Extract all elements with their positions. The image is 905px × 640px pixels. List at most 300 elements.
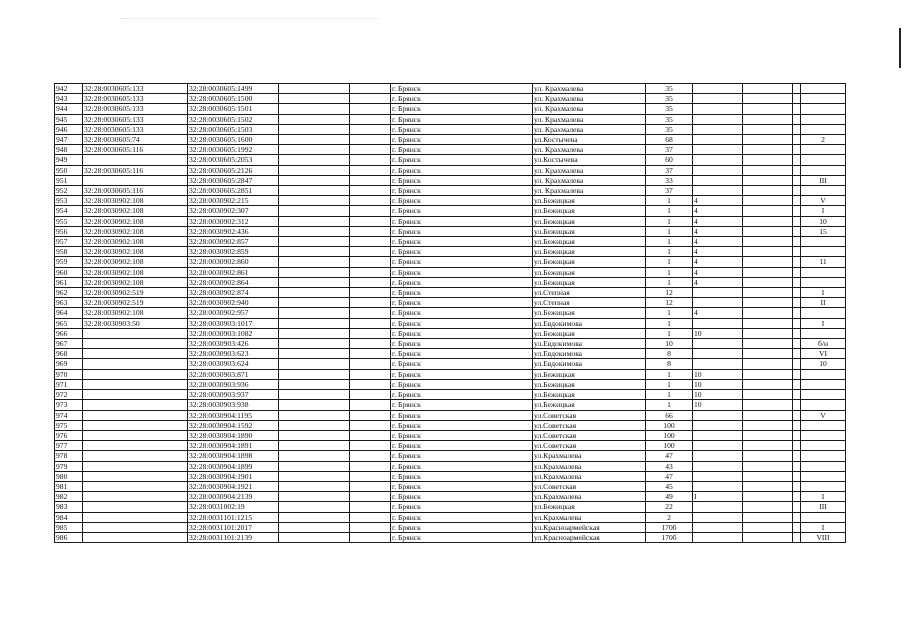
- empty-cell-cell: [743, 206, 793, 216]
- empty-cell-cell: [743, 186, 793, 196]
- street-cell: ул.Бежицкая: [533, 328, 646, 338]
- city-cell: г. Брянск: [391, 522, 533, 532]
- empty-cell-cell: [743, 155, 793, 165]
- empty-cell-cell: [279, 135, 350, 145]
- house-number-cell: 10: [646, 339, 693, 349]
- table-row: [55, 196, 846, 206]
- parent-cadastral-number-cell: 32:28:0030902:108: [83, 226, 188, 236]
- building-number-cell: 4: [693, 206, 743, 216]
- empty-cell-cell: [279, 165, 350, 175]
- empty-cell-cell: [350, 288, 391, 298]
- empty-cell-cell: [350, 522, 391, 532]
- city-cell: г. Брянск: [391, 328, 533, 338]
- building-number-cell: 4: [693, 196, 743, 206]
- cadastral-number-cell: 32:28:0030902:860: [188, 257, 279, 267]
- empty-cell-cell: [793, 298, 801, 308]
- empty-cell-cell: [793, 400, 801, 410]
- empty-cell-cell: [350, 308, 391, 318]
- row-number-cell: 960: [55, 267, 83, 277]
- empty-cell-cell: [793, 359, 801, 369]
- parent-cadastral-number-cell: 32:28:0030605:133: [83, 84, 188, 94]
- empty-cell-cell: [350, 461, 391, 471]
- street-cell: ул.Советская: [533, 420, 646, 430]
- table-row: [55, 339, 846, 349]
- cadastral-number-cell: 32:28:0030904:1890: [188, 430, 279, 440]
- building-number-cell: [693, 165, 743, 175]
- street-cell: ул. Крахмалева: [533, 124, 646, 134]
- row-number-cell: 942: [55, 84, 83, 94]
- empty-cell-cell: [743, 196, 793, 206]
- empty-cell-cell: [793, 277, 801, 287]
- cadastral-number-cell: 32:28:0031101:1215: [188, 512, 279, 522]
- street-cell: ул.Советская: [533, 481, 646, 491]
- table-row: [55, 400, 846, 410]
- city-cell: г. Брянск: [391, 104, 533, 114]
- empty-cell-cell: [793, 390, 801, 400]
- building-number-cell: 4: [693, 308, 743, 318]
- register-table-body: [55, 84, 846, 543]
- city-cell: г. Брянск: [391, 186, 533, 196]
- street-cell: ул.Советская: [533, 441, 646, 451]
- premises-number-cell: [801, 94, 846, 104]
- empty-cell-cell: [350, 298, 391, 308]
- house-number-cell: 35: [646, 104, 693, 114]
- empty-cell-cell: [279, 420, 350, 430]
- city-cell: г. Брянск: [391, 441, 533, 451]
- empty-cell-cell: [350, 196, 391, 206]
- city-cell: г. Брянск: [391, 84, 533, 94]
- building-number-cell: 10: [693, 379, 743, 389]
- cadastral-number-cell: 32:28:0030902:857: [188, 237, 279, 247]
- row-number-cell: 983: [55, 502, 83, 512]
- empty-cell-cell: [279, 175, 350, 185]
- empty-cell-cell: [743, 124, 793, 134]
- empty-cell-cell: [743, 145, 793, 155]
- empty-cell-cell: [350, 237, 391, 247]
- street-cell: ул.Бежицкая: [533, 206, 646, 216]
- empty-cell-cell: [793, 512, 801, 522]
- street-cell: ул.Бежицкая: [533, 216, 646, 226]
- street-cell: ул.Советская: [533, 430, 646, 440]
- empty-cell-cell: [793, 216, 801, 226]
- empty-cell-cell: [743, 175, 793, 185]
- empty-cell-cell: [350, 390, 391, 400]
- building-number-cell: [693, 512, 743, 522]
- empty-cell-cell: [350, 379, 391, 389]
- empty-cell-cell: [743, 471, 793, 481]
- building-number-cell: [693, 461, 743, 471]
- city-cell: г. Брянск: [391, 165, 533, 175]
- table-row: [55, 430, 846, 440]
- cadastral-number-cell: 32:28:0030903:623: [188, 349, 279, 359]
- city-cell: г. Брянск: [391, 155, 533, 165]
- empty-cell-cell: [793, 206, 801, 216]
- parent-cadastral-number-cell: 32:28:0030902:108: [83, 267, 188, 277]
- street-cell: ул.Крахмалева: [533, 461, 646, 471]
- empty-cell-cell: [743, 420, 793, 430]
- street-cell: ул.Евдокимова: [533, 318, 646, 328]
- cadastral-number-cell: 32:28:0030605:2053: [188, 155, 279, 165]
- empty-cell-cell: [350, 165, 391, 175]
- parent-cadastral-number-cell: 32:28:0030902:519: [83, 298, 188, 308]
- building-number-cell: [693, 298, 743, 308]
- scan-artifact: [120, 18, 380, 20]
- city-cell: г. Брянск: [391, 400, 533, 410]
- empty-cell-cell: [279, 226, 350, 236]
- empty-cell-cell: [350, 471, 391, 481]
- row-number-cell: 955: [55, 216, 83, 226]
- table-row: [55, 226, 846, 236]
- empty-cell-cell: [279, 471, 350, 481]
- empty-cell-cell: [743, 451, 793, 461]
- parent-cadastral-number-cell: 32:28:0030902:108: [83, 216, 188, 226]
- city-cell: г. Брянск: [391, 369, 533, 379]
- street-cell: ул.Бежицкая: [533, 237, 646, 247]
- row-number-cell: 967: [55, 339, 83, 349]
- house-number-cell: 66: [646, 410, 693, 420]
- building-number-cell: [693, 135, 743, 145]
- empty-cell-cell: [279, 461, 350, 471]
- empty-cell-cell: [350, 135, 391, 145]
- building-number-cell: 10: [693, 390, 743, 400]
- empty-cell-cell: [793, 124, 801, 134]
- row-number-cell: 957: [55, 237, 83, 247]
- building-number-cell: [693, 532, 743, 542]
- cadastral-number-cell: 32:28:0030902:940: [188, 298, 279, 308]
- empty-cell-cell: [279, 104, 350, 114]
- premises-number-cell: [801, 237, 846, 247]
- row-number-cell: 976: [55, 430, 83, 440]
- cadastral-number-cell: 32:28:0030903:1082: [188, 328, 279, 338]
- empty-cell-cell: [350, 400, 391, 410]
- cadastral-number-cell: 32:28:0030902:312: [188, 216, 279, 226]
- empty-cell-cell: [350, 216, 391, 226]
- street-cell: ул. Крахмалева: [533, 114, 646, 124]
- premises-number-cell: 2: [801, 135, 846, 145]
- street-cell: ул.Бежицкая: [533, 400, 646, 410]
- row-number-cell: 959: [55, 257, 83, 267]
- empty-cell-cell: [793, 318, 801, 328]
- empty-cell-cell: [279, 277, 350, 287]
- cadastral-number-cell: 32:28:0030902:215: [188, 196, 279, 206]
- premises-number-cell: [801, 155, 846, 165]
- row-number-cell: 945: [55, 114, 83, 124]
- parent-cadastral-number-cell: [83, 441, 188, 451]
- street-cell: ул. Крахмалева: [533, 104, 646, 114]
- parent-cadastral-number-cell: [83, 522, 188, 532]
- house-number-cell: 1: [646, 400, 693, 410]
- empty-cell-cell: [279, 481, 350, 491]
- empty-cell-cell: [793, 247, 801, 257]
- empty-cell-cell: [793, 461, 801, 471]
- row-number-cell: 975: [55, 420, 83, 430]
- house-number-cell: 100: [646, 430, 693, 440]
- empty-cell-cell: [743, 481, 793, 491]
- empty-cell-cell: [350, 512, 391, 522]
- empty-cell-cell: [793, 267, 801, 277]
- cadastral-number-cell: 32:28:0030904:1592: [188, 420, 279, 430]
- empty-cell-cell: [350, 502, 391, 512]
- street-cell: ул.Степная: [533, 288, 646, 298]
- row-number-cell: 986: [55, 532, 83, 542]
- cadastral-number-cell: 32:28:0030904:1901: [188, 471, 279, 481]
- house-number-cell: 45: [646, 481, 693, 491]
- empty-cell-cell: [350, 145, 391, 155]
- empty-cell-cell: [279, 532, 350, 542]
- table-row: [55, 532, 846, 542]
- empty-cell-cell: [350, 451, 391, 461]
- cadastral-number-cell: 32:28:0031101:2139: [188, 532, 279, 542]
- house-number-cell: 1: [646, 206, 693, 216]
- empty-cell-cell: [279, 216, 350, 226]
- premises-number-cell: [801, 247, 846, 257]
- cadastral-number-cell: 32:28:0030605:1502: [188, 114, 279, 124]
- empty-cell-cell: [743, 298, 793, 308]
- street-cell: ул.Бежицкая: [533, 390, 646, 400]
- premises-number-cell: [801, 512, 846, 522]
- empty-cell-cell: [279, 359, 350, 369]
- premises-number-cell: б/н: [801, 339, 846, 349]
- city-cell: г. Брянск: [391, 451, 533, 461]
- empty-cell-cell: [350, 277, 391, 287]
- city-cell: г. Брянск: [391, 532, 533, 542]
- building-number-cell: [693, 114, 743, 124]
- row-number-cell: 951: [55, 175, 83, 185]
- city-cell: г. Брянск: [391, 288, 533, 298]
- street-cell: ул.Евдокимова: [533, 359, 646, 369]
- table-row: [55, 155, 846, 165]
- empty-cell-cell: [743, 257, 793, 267]
- empty-cell-cell: [279, 430, 350, 440]
- house-number-cell: 1: [646, 216, 693, 226]
- premises-number-cell: [801, 420, 846, 430]
- parent-cadastral-number-cell: 32:28:0030902:519: [83, 288, 188, 298]
- city-cell: г. Брянск: [391, 94, 533, 104]
- empty-cell-cell: [743, 390, 793, 400]
- empty-cell-cell: [350, 247, 391, 257]
- table-row: [55, 94, 846, 104]
- empty-cell-cell: [793, 339, 801, 349]
- empty-cell-cell: [350, 257, 391, 267]
- cadastral-number-cell: 32:28:0031002:19: [188, 502, 279, 512]
- premises-number-cell: I: [801, 522, 846, 532]
- premises-number-cell: [801, 369, 846, 379]
- building-number-cell: [693, 145, 743, 155]
- premises-number-cell: [801, 124, 846, 134]
- row-number-cell: 961: [55, 277, 83, 287]
- table-row: [55, 379, 846, 389]
- house-number-cell: 100: [646, 420, 693, 430]
- empty-cell-cell: [350, 104, 391, 114]
- house-number-cell: 100: [646, 441, 693, 451]
- house-number-cell: 35: [646, 84, 693, 94]
- premises-number-cell: 11: [801, 257, 846, 267]
- table-row: [55, 145, 846, 155]
- house-number-cell: 8: [646, 349, 693, 359]
- cadastral-number-cell: 32:28:0030904:1898: [188, 451, 279, 461]
- empty-cell-cell: [350, 359, 391, 369]
- parent-cadastral-number-cell: [83, 430, 188, 440]
- empty-cell-cell: [350, 114, 391, 124]
- empty-cell-cell: [279, 369, 350, 379]
- parent-cadastral-number-cell: [83, 359, 188, 369]
- house-number-cell: 170б: [646, 522, 693, 532]
- table-row: [55, 369, 846, 379]
- table-row: [55, 502, 846, 512]
- empty-cell-cell: [279, 441, 350, 451]
- empty-cell-cell: [743, 441, 793, 451]
- empty-cell-cell: [279, 349, 350, 359]
- house-number-cell: 1: [646, 369, 693, 379]
- empty-cell-cell: [279, 267, 350, 277]
- parent-cadastral-number-cell: [83, 339, 188, 349]
- cadastral-number-cell: 32:28:0030605:1500: [188, 94, 279, 104]
- building-number-cell: [693, 84, 743, 94]
- house-number-cell: 1: [646, 308, 693, 318]
- house-number-cell: 37: [646, 145, 693, 155]
- city-cell: г. Брянск: [391, 226, 533, 236]
- premises-number-cell: [801, 451, 846, 461]
- row-number-cell: 973: [55, 400, 83, 410]
- table-row: [55, 410, 846, 420]
- row-number-cell: 978: [55, 451, 83, 461]
- row-number-cell: 980: [55, 471, 83, 481]
- city-cell: г. Брянск: [391, 349, 533, 359]
- parent-cadastral-number-cell: 32:28:0030902:108: [83, 206, 188, 216]
- cadastral-number-cell: 32:28:0030605:2851: [188, 186, 279, 196]
- city-cell: г. Брянск: [391, 492, 533, 502]
- row-number-cell: 949: [55, 155, 83, 165]
- table-row: [55, 512, 846, 522]
- street-cell: ул. Крахмалева: [533, 145, 646, 155]
- empty-cell-cell: [279, 318, 350, 328]
- cadastral-number-cell: 32:28:0030902:864: [188, 277, 279, 287]
- premises-number-cell: [801, 104, 846, 114]
- city-cell: г. Брянск: [391, 481, 533, 491]
- empty-cell-cell: [743, 430, 793, 440]
- table-row: [55, 186, 846, 196]
- empty-cell-cell: [793, 257, 801, 267]
- building-number-cell: [693, 349, 743, 359]
- empty-cell-cell: [793, 369, 801, 379]
- parent-cadastral-number-cell: 32:28:0030902:108: [83, 257, 188, 267]
- house-number-cell: 8: [646, 359, 693, 369]
- table-row: [55, 206, 846, 216]
- table-row: [55, 461, 846, 471]
- empty-cell-cell: [350, 186, 391, 196]
- building-number-cell: [693, 410, 743, 420]
- parent-cadastral-number-cell: 32:28:0030902:108: [83, 196, 188, 206]
- cadastral-number-cell: 32:28:0030605:1503: [188, 124, 279, 134]
- empty-cell-cell: [743, 277, 793, 287]
- house-number-cell: 60: [646, 155, 693, 165]
- empty-cell-cell: [350, 369, 391, 379]
- parent-cadastral-number-cell: 32:28:0030605:74: [83, 135, 188, 145]
- house-number-cell: 12: [646, 298, 693, 308]
- parent-cadastral-number-cell: 32:28:0030605:116: [83, 165, 188, 175]
- parent-cadastral-number-cell: [83, 410, 188, 420]
- table-row: [55, 237, 846, 247]
- cadastral-number-cell: 32:28:0030903:624: [188, 359, 279, 369]
- building-number-cell: 4: [693, 267, 743, 277]
- premises-number-cell: 10: [801, 359, 846, 369]
- cadastral-number-cell: 32:28:0030902:861: [188, 267, 279, 277]
- city-cell: г. Брянск: [391, 145, 533, 155]
- premises-number-cell: III: [801, 502, 846, 512]
- house-number-cell: 1: [646, 328, 693, 338]
- empty-cell-cell: [279, 339, 350, 349]
- parent-cadastral-number-cell: 32:28:0030902:108: [83, 247, 188, 257]
- city-cell: г. Брянск: [391, 175, 533, 185]
- cadastral-number-cell: 32:28:0030904:2139: [188, 492, 279, 502]
- cadastral-number-cell: 32:28:0030605:1600: [188, 135, 279, 145]
- parent-cadastral-number-cell: 32:28:0030605:133: [83, 124, 188, 134]
- row-number-cell: 962: [55, 288, 83, 298]
- empty-cell-cell: [743, 379, 793, 389]
- premises-number-cell: [801, 400, 846, 410]
- building-number-cell: [693, 451, 743, 461]
- parent-cadastral-number-cell: [83, 400, 188, 410]
- table-row: [55, 481, 846, 491]
- table-row: [55, 216, 846, 226]
- empty-cell-cell: [350, 441, 391, 451]
- empty-cell-cell: [743, 237, 793, 247]
- cadastral-number-cell: 32:28:0030903:1017: [188, 318, 279, 328]
- city-cell: г. Брянск: [391, 114, 533, 124]
- empty-cell-cell: [350, 349, 391, 359]
- building-number-cell: [693, 420, 743, 430]
- building-number-cell: [693, 155, 743, 165]
- empty-cell-cell: [350, 124, 391, 134]
- street-cell: ул.Красноармейская: [533, 532, 646, 542]
- row-number-cell: 982: [55, 492, 83, 502]
- parent-cadastral-number-cell: [83, 349, 188, 359]
- empty-cell-cell: [793, 114, 801, 124]
- street-cell: ул. Крахмалева: [533, 186, 646, 196]
- city-cell: г. Брянск: [391, 359, 533, 369]
- table-row: [55, 257, 846, 267]
- street-cell: ул.Евдокимова: [533, 349, 646, 359]
- building-number-cell: [693, 430, 743, 440]
- house-number-cell: 43: [646, 461, 693, 471]
- row-number-cell: 968: [55, 349, 83, 359]
- street-cell: ул.Советская: [533, 410, 646, 420]
- building-number-cell: [693, 288, 743, 298]
- empty-cell-cell: [350, 318, 391, 328]
- premises-number-cell: V: [801, 196, 846, 206]
- cadastral-number-cell: 32:28:0030605:1499: [188, 84, 279, 94]
- table-row: [55, 135, 846, 145]
- table-row: [55, 390, 846, 400]
- register-table: [54, 83, 846, 543]
- empty-cell-cell: [793, 165, 801, 175]
- empty-cell-cell: [743, 104, 793, 114]
- building-number-cell: [693, 339, 743, 349]
- table-row: [55, 298, 846, 308]
- city-cell: г. Брянск: [391, 379, 533, 389]
- premises-number-cell: VIII: [801, 532, 846, 542]
- empty-cell-cell: [743, 94, 793, 104]
- empty-cell-cell: [350, 410, 391, 420]
- empty-cell-cell: [279, 145, 350, 155]
- empty-cell-cell: [743, 410, 793, 420]
- street-cell: ул.Бежицкая: [533, 247, 646, 257]
- building-number-cell: [693, 175, 743, 185]
- empty-cell-cell: [743, 247, 793, 257]
- empty-cell-cell: [350, 420, 391, 430]
- parent-cadastral-number-cell: [83, 379, 188, 389]
- empty-cell-cell: [743, 369, 793, 379]
